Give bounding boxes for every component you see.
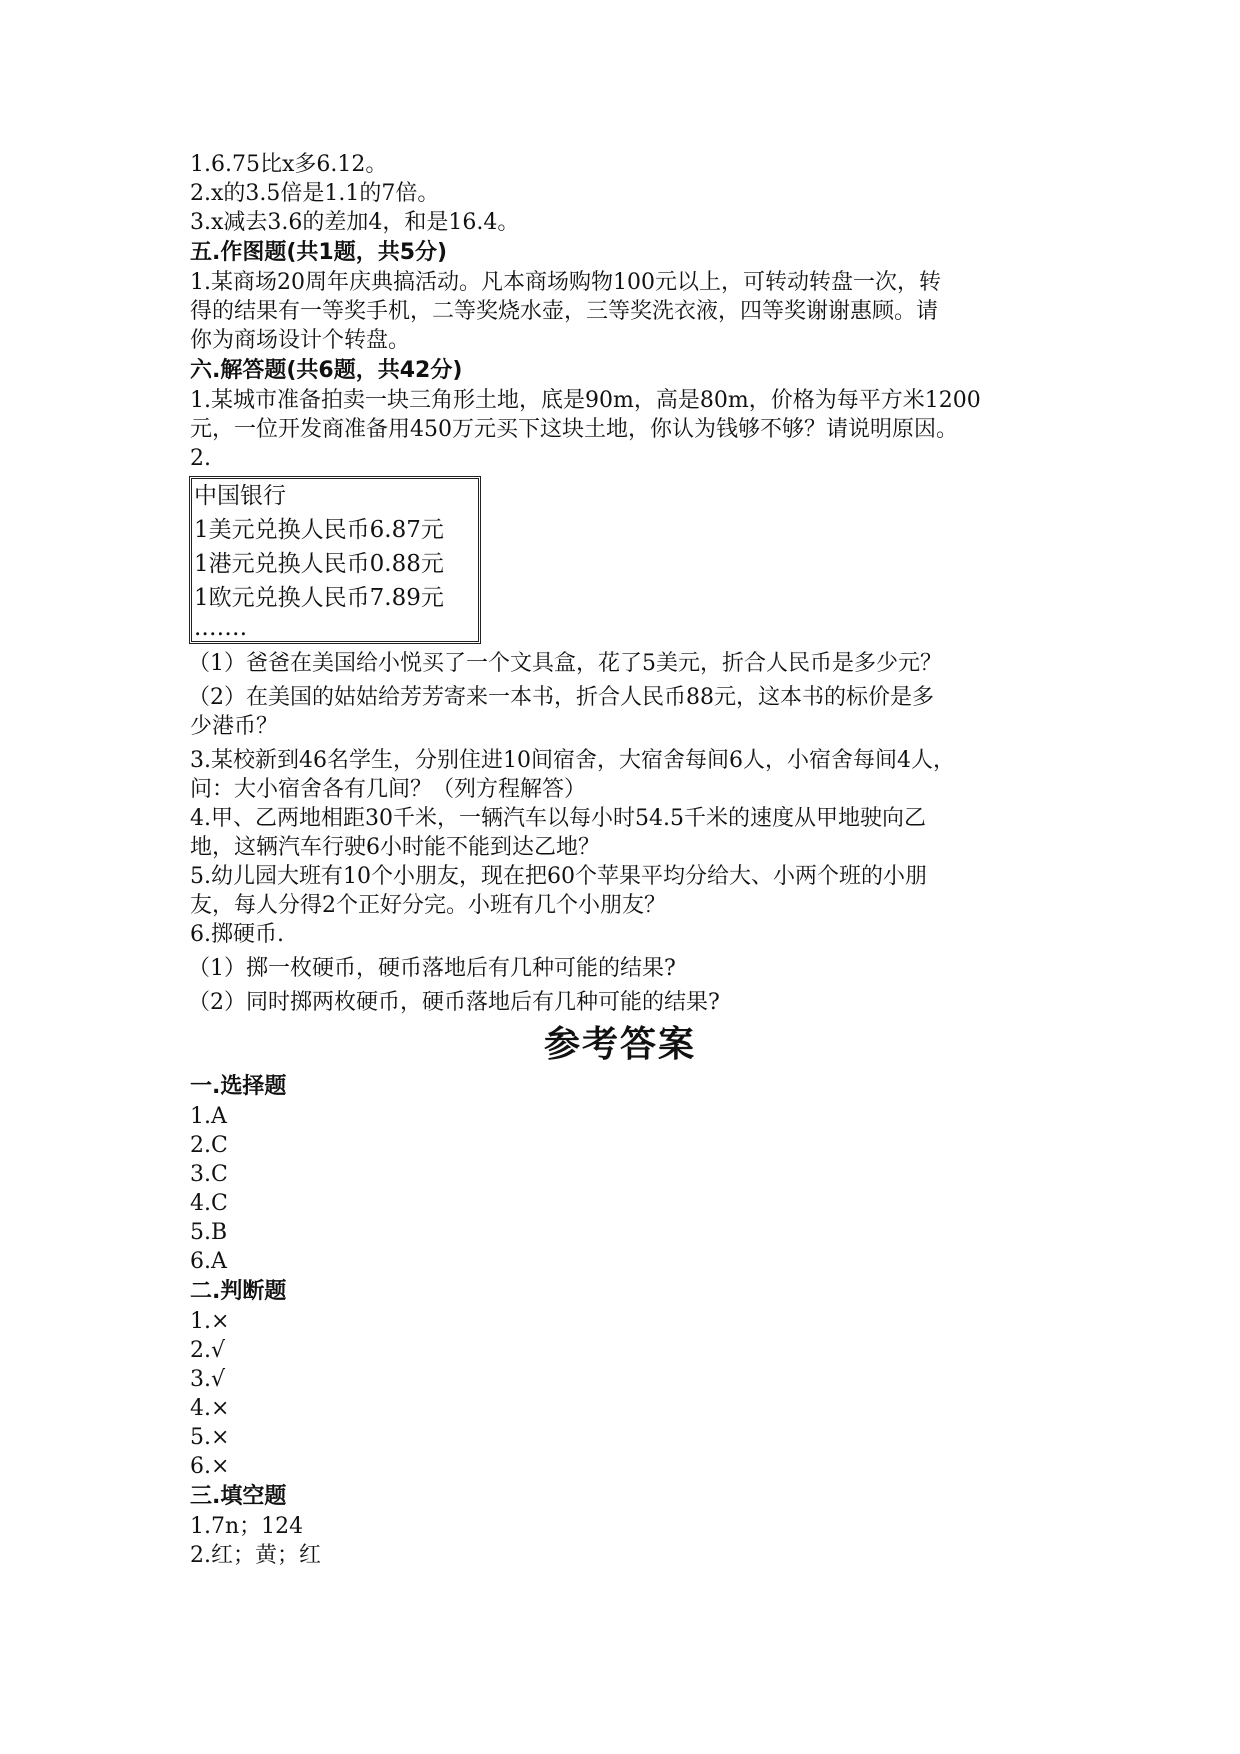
answer-item: 1.7n；124 <box>190 1514 304 1539</box>
sub-question <box>190 683 1070 741</box>
question-line: 5.幼儿园大班有10个小朋友，现在把60个苹果平均分给大、小两个班的小朋 <box>190 864 927 889</box>
answer-item: 6.A <box>190 1249 227 1274</box>
question-text: 6.掷硬币. <box>190 922 284 947</box>
answer-item: 3.C <box>190 1162 228 1187</box>
question-line: 问：大小宿舍各有几间？（列方程解答） <box>190 777 587 802</box>
answer-key-title: 参考答案 <box>543 1024 696 1065</box>
answer-item: 2.红；黄；红 <box>190 1543 321 1568</box>
answer-item: 4.C <box>190 1191 228 1216</box>
question-line: 得的结果有一等奖手机，二等奖烧水壶，三等奖洗衣液，四等奖谢谢惠顾。请 <box>190 299 939 324</box>
section-heading-judge: 二.判断题 <box>190 1279 287 1304</box>
question-line: 3.某校新到46名学生，分别住进10间宿舍，大宿舍每间6人，小宿舍每间4人， <box>190 748 955 773</box>
question-line: （2）在美国的姑姑给芳芳寄来一本书，折合人民币88元，这本书的标价是多 <box>188 685 934 710</box>
question-line: 4.甲、乙两地相距30千米，一辆汽车以每小时54.5千米的速度从甲地驶向乙 <box>190 806 926 831</box>
question-line: 1.某商场20周年庆典搞活动。凡本商场购物100元以上，可转动转盘一次，转 <box>190 270 941 295</box>
answer-item: 2.√ <box>190 1338 226 1363</box>
rate-row: 1港元兑换人民币0.88元 <box>194 551 444 577</box>
question-number: 2. <box>190 446 211 471</box>
question-text <box>190 268 1070 355</box>
answer-item: 3.√ <box>190 1367 226 1392</box>
answer-item: 4.× <box>190 1396 230 1421</box>
section-heading-answers: 六.解答题(共6题，共42分) <box>190 358 463 383</box>
question-line: 你为商场设计个转盘。 <box>190 328 411 353</box>
sub-question: （1）掷一枚硬币，硬币落地后有几种可能的结果? <box>188 956 676 981</box>
equation-item: 3.x减去3.6的差加4，和是16.4。 <box>190 210 520 235</box>
equation-item: 1.6.75比x多6.12。 <box>190 152 388 177</box>
section-heading-drawing: 五.作图题(共1题，共5分) <box>190 240 448 265</box>
answer-item: 5.× <box>190 1425 230 1450</box>
question-line: 元，一位开发商准备用450万元买下这块土地，你认为钱够不够？请说明原因。 <box>190 417 958 442</box>
question-line: 1.某城市准备拍卖一块三角形土地，底是90m，高是80m，价格为每平方米1200 <box>190 388 981 413</box>
rate-row: 中国银行 <box>194 483 286 509</box>
answer-item: 1.A <box>190 1104 227 1129</box>
section-heading-choice: 一.选择题 <box>190 1074 287 1099</box>
exchange-rate-box <box>189 476 481 644</box>
sub-question: （2）同时掷两枚硬币，硬币落地后有几种可能的结果? <box>188 990 720 1015</box>
question-line: 地，这辆汽车行驶6小时能不能到达乙地？ <box>190 835 600 860</box>
answer-item: 5.B <box>190 1220 228 1245</box>
question-text <box>190 746 1070 804</box>
sub-question: （1）爸爸在美国给小悦买了一个文具盒，花了5美元，折合人民币是多少元？ <box>188 651 942 676</box>
answer-item: 6.× <box>190 1454 230 1479</box>
question-line: 少港币？ <box>190 714 279 739</box>
answer-item: 1.× <box>190 1309 230 1334</box>
rate-row: .…… <box>194 615 248 641</box>
question-text <box>190 862 1070 920</box>
question-text <box>190 386 1070 444</box>
question-line: 友，每人分得2个正好分完。小班有几个小朋友？ <box>190 893 666 918</box>
rate-row: 1欧元兑换人民币7.89元 <box>194 585 444 611</box>
exam-page <box>190 150 1070 1570</box>
answer-item: 2.C <box>190 1133 228 1158</box>
equation-item: 2.x的3.5倍是1.1的7倍。 <box>190 181 440 206</box>
question-text <box>190 804 1070 862</box>
section-heading-fill: 三.填空题 <box>190 1484 287 1509</box>
rate-row: 1美元兑换人民币6.87元 <box>194 517 444 543</box>
